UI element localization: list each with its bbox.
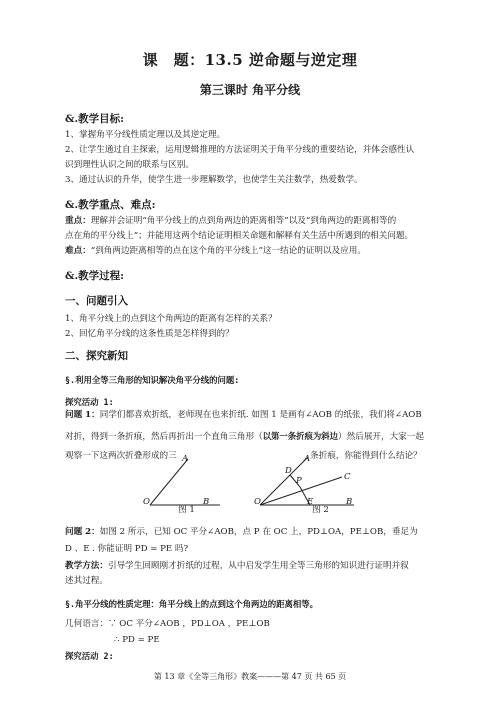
page-title: 课 题：13.5 逆命题与逆定理 bbox=[142, 51, 358, 69]
focus-text: 理解并会证明“角平分线上的点到角两边的距离相等”以及“到角两边的距离相等的 bbox=[90, 216, 397, 226]
question1-line3a: 观察一下这两次折叠形成的三 bbox=[65, 451, 177, 461]
activity1-heading: 探究活动 1: bbox=[65, 397, 114, 407]
question2-line1 bbox=[65, 525, 418, 540]
fig2-label-b: B bbox=[346, 497, 353, 507]
focus-line bbox=[65, 214, 396, 229]
fig2-label-c: C bbox=[344, 472, 351, 482]
geo-text: ∵ OC 平分∠AOB ，PD⊥OA ，PE⊥OB bbox=[107, 619, 270, 629]
question2-text: 如图 2 所示，已知 OC 平分∠AOB，点 P 在 OC 上，PD⊥OA，PE⊥OB，垂足为 bbox=[99, 527, 418, 537]
theorem-label: §.角平分线的性质定理： bbox=[65, 599, 159, 609]
question1-emphasis: 以第一条折痕为斜边 bbox=[262, 431, 339, 441]
explore-heading: 二、探究新知 bbox=[65, 350, 128, 362]
fig1-caption: 图 1 bbox=[178, 505, 195, 515]
process-heading: &.教学过程: bbox=[65, 270, 125, 282]
method-text: 引导学生回顾刚才折纸的过程，从中启发学生用全等三角形的知识进行证明并叙 bbox=[107, 561, 409, 571]
activity2-heading: 探究活动 2: bbox=[65, 651, 114, 661]
ray-oa bbox=[150, 459, 188, 505]
difficulty-text: “到角两边距离相等的点在这个角的平分线上”这一结论的证明以及应用。 bbox=[90, 246, 366, 256]
question1-text: ）然后展开，大家一起 bbox=[338, 432, 424, 442]
geo-line1 bbox=[65, 617, 270, 632]
page-subtitle: 第三课时 角平分线 bbox=[199, 83, 301, 97]
page-footer: 第 13 章《全等三角形》教案———第 47 页 共 65 页 bbox=[153, 672, 347, 681]
geo-line2: ∴ PD = PE bbox=[114, 635, 160, 645]
theorem-text: 角平分线上的点到这个角两边的距离相等。 bbox=[158, 599, 318, 609]
question1-line1 bbox=[65, 408, 422, 423]
fig2-label-p: P bbox=[296, 476, 302, 486]
question2-line2: D 、E . 你能证明 PD = PE 吗? bbox=[65, 544, 189, 554]
geo-label: 几何语言： bbox=[65, 619, 108, 629]
fig2-label-d: D bbox=[285, 466, 292, 476]
goal-item: 识到理性认识之间的联系与区别。 bbox=[65, 160, 194, 170]
intro-item: 1、角平分线上的点到这个角两边的距离有怎样的关系？ bbox=[65, 314, 277, 324]
goal-item: 2、让学生通过自主探索，运用逻辑推理的方法证明关于角平分线的重要结论，并体会感性认 bbox=[65, 145, 415, 155]
question1-text: 对折，得到一条折痕，然后再折出一个直角三角形（ bbox=[65, 432, 263, 442]
goal-item: 1、掌握角平分线性质定理以及其逆定理。 bbox=[65, 130, 226, 140]
goal-item: 3、通过认识的升华，使学生进一步理解数学，也使学生关注数学，热爱数学。 bbox=[65, 175, 363, 185]
difficulty-line bbox=[65, 244, 366, 259]
fig2-caption: 图 2 bbox=[312, 505, 329, 515]
fig1-label-b: B bbox=[203, 497, 210, 507]
goals-heading: &.教学目标: bbox=[65, 113, 125, 125]
method-label: 教学方法： bbox=[65, 561, 108, 571]
focus-label: 重点： bbox=[65, 216, 91, 226]
fig2-label-a: A bbox=[304, 454, 311, 464]
fig1-label-a: A bbox=[182, 454, 189, 464]
intro-heading: 一、问题引入 bbox=[65, 295, 128, 307]
question2-label: 问题 2： bbox=[65, 527, 100, 537]
keys-heading: &.教学重点、难点: bbox=[65, 199, 156, 211]
question1-label: 问题 1： bbox=[65, 410, 100, 420]
question1-text: 同学们都喜欢折纸，老师现在也来折纸. 如图 1 是画有∠AOB 的纸张，我们将∠AOB bbox=[99, 410, 422, 420]
intro-item: 2、回忆角平分线的这条性质是怎样得到的？ bbox=[65, 329, 234, 339]
method-line1 bbox=[65, 559, 409, 574]
difficulty-label: 难点： bbox=[65, 246, 91, 256]
focus-text-cont: 点在角的平分线上”；并能用这两个结论证明相关命题和解释有关生活中所遇到的相关问题。 bbox=[65, 231, 414, 241]
method-line2: 述其过程。 bbox=[65, 576, 108, 586]
question1-line3b: 条折痕，你能得到什么结论？ bbox=[310, 451, 422, 461]
theorem-line bbox=[65, 598, 318, 610]
question1-line2 bbox=[65, 429, 424, 445]
fig2-label-e: E bbox=[307, 497, 314, 507]
fig1-label-o: O bbox=[143, 497, 150, 507]
fig2-label-o: O bbox=[254, 497, 261, 507]
explore-theme: §.利用全等三角形的知识解决角平分线的问题: bbox=[65, 375, 240, 385]
